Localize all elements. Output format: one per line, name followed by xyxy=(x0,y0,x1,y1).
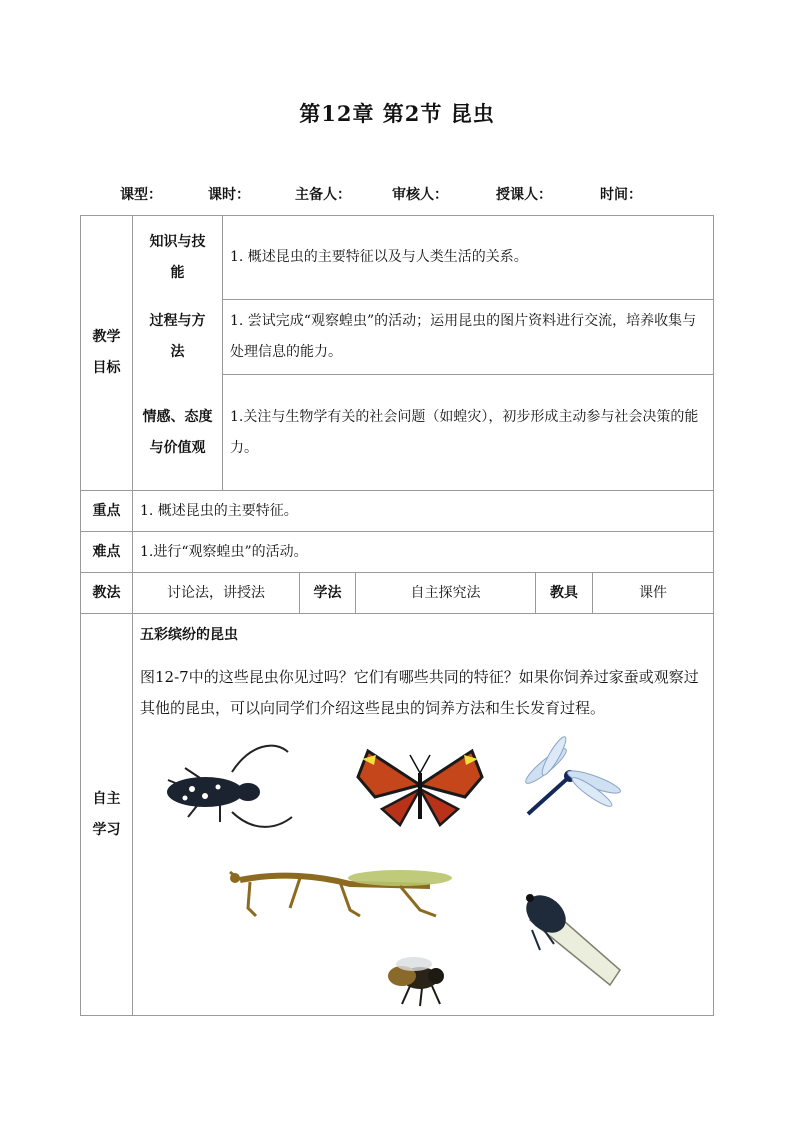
page-title: 第12章 第2节 昆虫 xyxy=(299,101,495,126)
objective-category-attitude: 情感、态度与价值观 xyxy=(142,408,213,456)
self-study-heading: 五彩缤纷的昆虫 xyxy=(140,627,238,643)
self-study-label: 自主学习 xyxy=(92,790,121,838)
difficulty-content: 1.进行“观察蝗虫”的活动。 xyxy=(140,543,308,560)
learn-method-label: 学法 xyxy=(313,584,342,601)
table-rule xyxy=(222,215,223,490)
mantis-icon xyxy=(230,870,452,916)
teaching-aid-label: 教具 xyxy=(550,584,578,601)
bee-icon xyxy=(388,957,444,1006)
difficulty-label: 难点 xyxy=(92,543,121,560)
meta-reviewer: 审核人： xyxy=(392,187,448,203)
meta-preparer: 主备人： xyxy=(295,187,351,203)
teach-method-value: 讨论法，讲授法 xyxy=(167,584,265,601)
dragonfly-icon xyxy=(522,734,622,814)
teaching-aid-value: 课件 xyxy=(639,584,667,601)
objective-content-knowledge: 1. 概述昆虫的主要特征以及与人类生活的关系。 xyxy=(230,249,528,265)
butterfly-icon xyxy=(358,751,482,825)
self-study-paragraph: 图12-7中的这些昆虫你见过吗？它们有哪些共同的特征？如果你饲养过家蚕或观察过其他的昆虫，可以向同学们介绍这些昆虫的饲养方法和生长发育过程。 xyxy=(140,668,699,717)
learn-method-value: 自主探究法 xyxy=(410,584,481,601)
objective-category-process: 过程与方法 xyxy=(149,313,206,360)
insects-illustration xyxy=(90,600,710,1080)
objective-content-process: 1. 尝试完成“观察蝗虫”的活动；运用昆虫的图片资料进行交流，培养收集与处理信息的能力。 xyxy=(230,313,697,360)
objective-content-attitude: 1.关注与生物学有关的社会问题（如蝗灾），初步形成主动参与社会决策的能力。 xyxy=(230,408,699,456)
objectives-label: 教学目标 xyxy=(92,329,121,376)
meta-lesson-type: 课型： xyxy=(120,187,162,203)
meta-teacher: 授课人： xyxy=(496,187,552,203)
beetle-icon xyxy=(167,746,292,827)
teach-method-label: 教法 xyxy=(92,584,121,601)
objective-category-knowledge: 知识与技能 xyxy=(149,233,206,281)
meta-time: 时间： xyxy=(600,187,642,203)
cicada-icon xyxy=(519,888,620,985)
key-point-content: 1. 概述昆虫的主要特征。 xyxy=(140,502,298,519)
lesson-meta-row xyxy=(0,184,794,206)
key-point-label: 重点 xyxy=(92,502,121,519)
meta-lesson-hours: 课时： xyxy=(208,187,250,203)
